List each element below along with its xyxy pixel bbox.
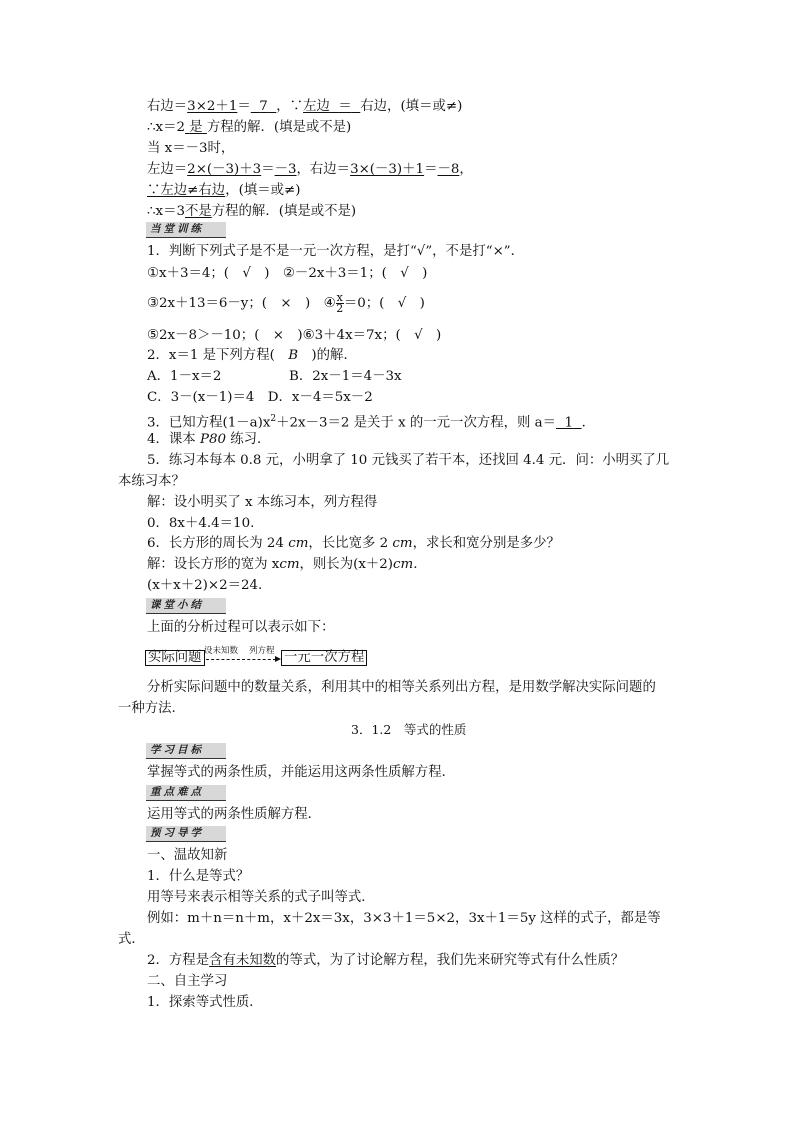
summary-intro: 上面的分析过程可以表示如下： [147,620,335,635]
section-badge-keypoints: 重点难点 [146,785,226,801]
practice-q2-option-a: A．1－x＝2 [147,369,222,384]
blank-answer [251,99,277,114]
text: ∵左边≠右边 [147,183,226,198]
text: )的解． [298,348,357,363]
text: －8 [437,162,460,177]
text: ＝ [237,99,251,114]
verify-right-side-line [147,98,462,116]
text: 2．x＝1 是下列方程( [147,348,289,363]
section-badge-practice: 当堂训练 [146,222,226,238]
practice-q5-equation: 0．8x＋4.4＝10. [147,516,255,531]
text: ③2x＋13＝6－y；( × ) ④ [147,296,336,311]
fraction-denominator: 2 [336,302,344,315]
text: ∴x＝2 [147,120,185,135]
section-badge-goals: 学习目标 [146,743,226,759]
practice-q2-option-b: B．2x－1＝4－3x [289,369,402,384]
text: ∴x＝3 [147,204,185,219]
text: ＝0；( √ ) [343,296,425,311]
practice-question-5: 5．练习本每本 0.8 元，小明拿了 10 元钱买了若干本，还找回 4.4 元．问：小明买了几 [147,453,670,468]
text: 6．长方形的周长为 24 [147,536,289,551]
text: B [288,348,299,363]
practice-question-2 [147,347,357,365]
text: 解：设长方形的宽为 x [147,557,280,572]
self-study-item-1: 1．探索等式性质． [147,995,263,1010]
review-question-2 [147,952,624,970]
practice-q2-options-cd: C．3－(x－1)＝4 D．x－4＝5x－2 [147,390,373,405]
keypoints-text: 运用等式的两条性质解方程． [147,807,322,822]
text: ， [459,162,473,177]
text: 方程的解．(填是或不是) [206,120,352,135]
text: 右边＝ [147,99,188,114]
flow-label-equation: 列方程 [249,646,275,656]
text: 7 [259,99,268,114]
text: 2．方程是 [147,953,210,968]
practice-question-3 [147,410,595,432]
practice-question-5-cont: 本练习本？ [118,474,185,489]
section-badge-preview: 预习导学 [146,826,226,842]
review-example-cont: 式． [118,932,145,947]
text: 左边＝ [147,162,188,177]
summary-paragraph-cont: 一种方法. [118,701,176,716]
text: ，∵ [276,99,304,114]
text: ＝ [424,162,438,177]
verify-case-line: 当 x＝－3时， [147,141,235,156]
fraction-numerator: x [336,291,343,304]
text: 的等式，为了讨论解方程，我们先来研究等式有什么性质？ [276,953,625,968]
practice-q6-equation: (x＋x＋2)×2＝24. [147,578,263,593]
verify-compare-line [147,182,300,200]
practice-question-6 [147,535,560,553]
text: ，求长和宽分别是多少？ [412,536,560,551]
practice-q1-row-3: ⑤2x－8＞－10；( × )⑥3＋4x＝7x；( √ ) [147,328,442,343]
practice-q5-solution: 解：设小明买了 x 本练习本，列方程得 [147,495,378,510]
text: 2×(－3)＋3 [187,162,262,177]
text: 3×2＋1 [187,99,238,114]
text: 是 [189,120,203,135]
text: 4．课本 [147,432,200,447]
flow-arrow-line [206,659,276,660]
fraction [336,293,344,314]
verify-left-side-line [147,161,473,179]
blank-answer [185,120,207,135]
text: ，长比宽多 2 [308,536,393,551]
text: 3．已知方程(1－a)x [147,415,271,431]
text: 左边 [303,99,330,114]
text: 右边，(填＝或≠) [360,99,463,114]
practice-q1-row-2 [147,293,425,314]
text: 练习． [226,432,271,447]
section-badge-summary: 课堂小结 [146,598,226,614]
summary-paragraph: 分析实际问题中的数量关系，利用其中的相等关系列出方程，是用数学解决实际问题的 [147,680,656,695]
text: ，右边＝ [296,162,351,177]
blank-answer [556,415,582,430]
practice-question-1: 1．判断下列式子是不是一元一次方程，是打“√”，不是打“×”． [147,244,525,259]
text: 未知数 [235,953,277,968]
text: cm [288,536,309,551]
self-study-heading: 二、自主学习 [147,974,228,989]
practice-question-4 [147,431,270,449]
text: 含有 [209,953,236,968]
text: cm. [393,557,418,572]
verify-conclusion-1 [147,119,351,137]
review-example: 例如：m＋n＝n＋m，x＋2x＝3x，3×3＋1＝5×2，3x＋1＝5y 这样的式子，都是等 [147,911,661,926]
text: ＝ [338,99,352,114]
text: －3 [274,162,297,177]
text: ，则长为(x＋2) [299,557,394,572]
text: P80 [199,432,227,447]
text: 不是 [184,204,212,219]
practice-q6-solution [147,556,417,574]
lesson-title: 3．1.2 等式的性质 [351,722,467,737]
blank-answer [330,99,360,114]
text: 3×(－3)＋1 [350,162,425,177]
review-heading: 一、温故知新 [147,848,228,863]
verify-conclusion-2 [147,203,356,221]
superscript: 2 [270,414,277,424]
text: ＝ [261,162,275,177]
text: cm [392,536,413,551]
goals-text: 掌握等式的两条性质，并能运用这两条性质解方程． [147,765,455,780]
review-question-1: 1．什么是等式？ [147,869,250,884]
flow-label-set-unknown: 设未知数 [204,646,239,656]
text: ，(填＝或≠) [225,183,301,198]
practice-q1-row-1: ①x＋3＝4；( √ ) ②－2x＋3＝1；( √ ) [147,266,428,281]
text: cm [279,557,300,572]
flow-box-real-problem: 实际问题 [145,650,205,666]
flow-box-linear-equation: 一元一次方程 [281,650,367,666]
text: 1 [564,415,574,431]
text: ＋2x－3＝2 是关于 x 的一元一次方程，则 a＝ [276,415,557,431]
text: 方程的解．(填是或不是) [211,204,357,219]
review-answer-1: 用等号来表示相等关系的式子叫等式． [147,890,375,905]
text: ． [581,415,595,431]
